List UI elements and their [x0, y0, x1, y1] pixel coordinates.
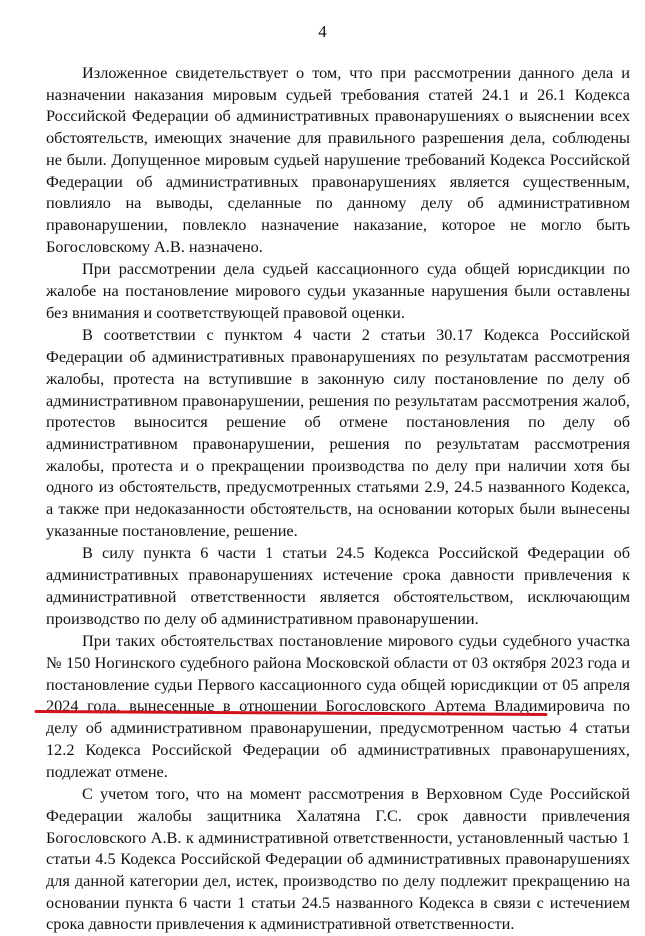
paragraph-1: Изложенное свидетельствует о том, что при рассмотрении данного дела и назначении наказания мировым судьей требования статей 24.1 и 26.1 Кодекса Российской Федерации об административных правонарушениях о выяснении всех обстоятельств, имеющих значение для правильного разрешения дела, соблюдены не были. Допущенное мировым судьей нарушение требований Кодекса Российской Федерации об административных правонарушениях является существенным, повлияло на выводы, сделанные по данному делу об административном правонарушении, повлекло назначение наказание, которое не могло быть Богословскому А.В. назначено.: [46, 63, 630, 256]
paragraph-6: С учетом того, что на момент рассмотрения в Верховном Суде Российской Федерации жалобы защитника Халатяна Г.С. срок давности привлечения Богословского А.В. к административной ответственности, установленный частью 1 статьи 4.5 Кодекса Российской Федерации об административных правонарушениях для данной категории дел, истек, производство по делу подлежит прекращению на основании пункта 6 части 1 статьи 24.5 названного Кодекса в связи с истечением срока давности привлечения к административной ответственности.: [46, 784, 630, 934]
paragraph-4: В силу пункта 6 части 1 статьи 24.5 Кодекса Российской Федерации об административных правонарушениях истечение срока давности привлечения к административной ответственности является обстоятельством, исключающим производство по делу об административном правонарушении.: [46, 543, 630, 628]
paragraph-2: При рассмотрении дела судьей кассационного суда общей юрисдикции по жалобе на постановление мирового судьи указанные нарушения были оставлены без внимания и соответствующей правовой оценки.: [46, 259, 630, 322]
red-underline-annotation: [36, 710, 546, 716]
document-body: [46, 62, 630, 936]
paragraph-3: В соответствии с пунктом 4 части 2 статьи 30.17 Кодекса Российской Федерации об административных правонарушениях по результатам рассмотрения жалобы, протеста на вступившие в законную силу постановление по делу об административном правонарушении, решения по результатам рассмотрения жалоб, протестов выносится решение об отмене постановления по делу об административном правонарушении, решения по результатам рассмотрения жалобы, протеста и о прекращении производства по делу при наличии хотя бы одного из обстоятельств, предусмотренных статьями 2.9, 24.5 названного Кодекса, а также при недоказанности обстоятельств, на основании которых были вынесены указанные постановление, решение.: [46, 325, 630, 540]
page-number: 4: [318, 22, 327, 41]
paragraph-5: При таких обстоятельствах постановление мирового судьи судебного участка № 150 Ногинского судебного района Московской области от 03 октября 2023 года и постановление судьи Первого кассационного суда общей юрисдикции от 05 апреля 2024 года, вынесенные в отношении Богословского Артема Владимировича по делу об административном правонарушении, предусмотренном частью 4 статьи 12.2 Кодекса Российской Федерации об административных правонарушениях, подлежат отмене.: [46, 631, 630, 781]
